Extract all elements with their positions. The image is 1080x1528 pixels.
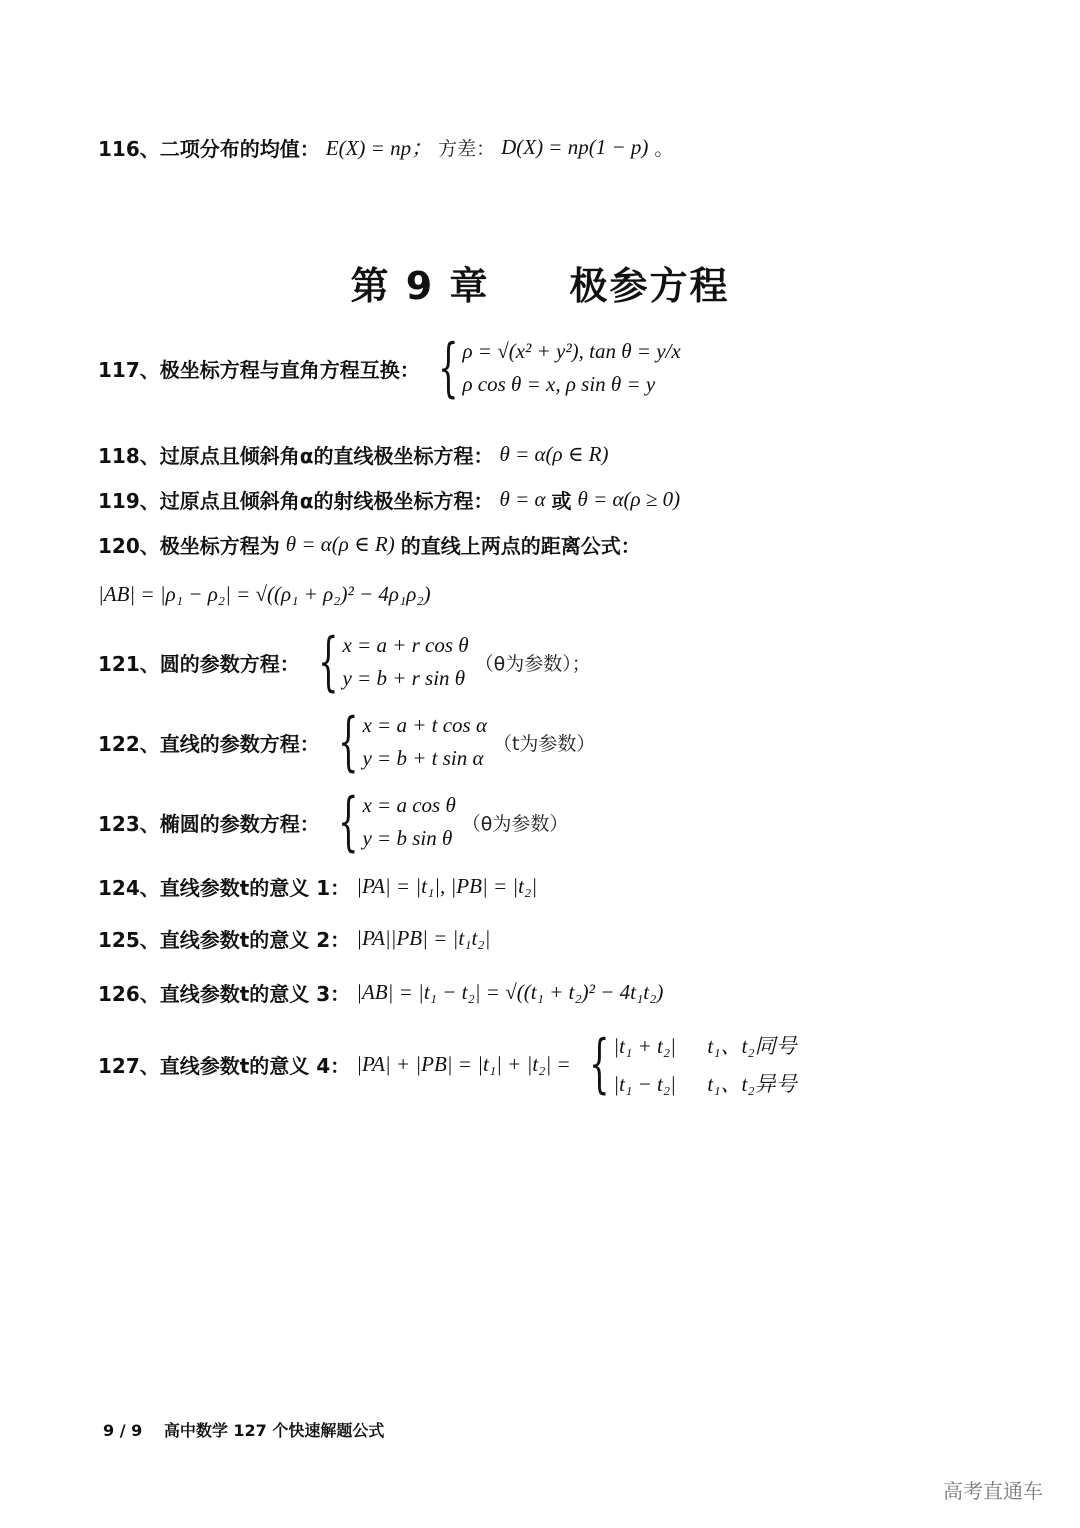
formula-119 [98, 485, 680, 514]
formula-line: y = b + t sin α [362, 746, 484, 770]
formula-120-body [98, 582, 431, 607]
item-label: 120、极坐标方程为 [98, 534, 280, 558]
formula-123: 123、椭圆的参数方程： { x = a cos θ y = b sin θ （θ为参数） [98, 785, 569, 859]
page-number: 9 / 9 [103, 1421, 143, 1440]
formula-122: 122、直线的参数方程： { x = a + t cos α y = b + t sin α （t为参数） [98, 705, 596, 779]
note: （t为参数） [492, 732, 596, 755]
formula-120 [98, 530, 641, 559]
formula-line: ρ cos θ = x, ρ sin θ = y [462, 372, 656, 396]
formula: θ = α(ρ ∈ R) [285, 532, 395, 556]
formula-line: y = b + r sin θ [342, 666, 466, 690]
formula-line: ρ = √(x² + y²), tan θ = y/x [462, 339, 681, 363]
formula-line: |t₁ + t₂| t₁、t₂同号 [613, 1034, 797, 1058]
formula: θ = α(ρ ∈ R) [499, 442, 609, 466]
note: （θ为参数）； [474, 652, 591, 675]
item-label: 121、圆的参数方程： [98, 651, 300, 676]
formula-line: |t₁ − t₂| t₁、t₂异号 [613, 1072, 797, 1096]
item-label: 127、直线参数t的意义 4： [98, 1053, 351, 1078]
formula-line: x = a + t cos α [362, 713, 487, 737]
item-label: 122、直线的参数方程： [98, 731, 320, 756]
formula: |PA| + |PB| = |t₁| + |t₂| = [356, 1051, 571, 1076]
formula-line: x = a cos θ [362, 793, 456, 817]
formula-126 [98, 978, 663, 1007]
page-footer [103, 1418, 400, 1441]
item-label: 119、过原点且倾斜角α的射线极坐标方程： [98, 489, 494, 513]
item-label: 117、极坐标方程与直角方程互换： [98, 357, 420, 382]
note: （θ为参数） [461, 812, 569, 835]
formula-127: 127、直线参数t的意义 4： |PA| + |PB| = |t₁| + |t₂| = { |t₁ + t₂| t₁、t₂同号 |t₁ − t₂| t₁、t₂异号 [98, 1027, 797, 1101]
formula-121: 121、圆的参数方程： { x = a + r cos θ y = b + r sin θ （θ为参数）； [98, 625, 591, 699]
chapter-title: 第 9 章 极参方程 [350, 264, 730, 308]
item-label: 123、椭圆的参数方程： [98, 811, 320, 836]
item-label: 124、直线参数t的意义 1： [98, 876, 351, 900]
item-label: 118、过原点且倾斜角α的直线极坐标方程： [98, 444, 494, 468]
formula: θ = α(ρ ≥ 0) [577, 487, 681, 511]
formula: |AB| = |ρ₁ − ρ₂| = √((ρ₁ + ρ₂)² − 4ρ₁ρ₂) [98, 582, 431, 606]
formula: θ = α [499, 487, 546, 511]
formula-124 [98, 872, 537, 901]
item-label: 125、直线参数t的意义 2： [98, 928, 351, 952]
formula: |PA||PB| = |t₁t₂| [356, 926, 491, 950]
text: 或 [551, 489, 572, 513]
formula-line: x = a + r cos θ [342, 633, 469, 657]
document-title: 高中数学 127 个快速解题公式 [163, 1421, 385, 1440]
formula-line: y = b sin θ [362, 826, 453, 850]
formula-125 [98, 924, 490, 953]
formula-116 [98, 132, 673, 162]
item-label: 的直线上两点的距离公式： [400, 534, 641, 558]
formula: |PA| = |t₁|, |PB| = |t₂| [356, 874, 538, 898]
text: 。 [654, 137, 674, 160]
item-label: 116、二项分布的均值： [98, 136, 320, 161]
text: 方差： [438, 137, 496, 160]
formula-117: 117、极坐标方程与直角方程互换： { ρ = √(x² + y²), tan θ = y/x ρ cos θ = x, ρ sin θ = y [98, 331, 681, 405]
formula: E(X) = np； [325, 136, 433, 160]
formula-118 [98, 440, 608, 469]
formula: D(X) = np(1 − p) [501, 134, 649, 159]
item-label: 126、直线参数t的意义 3： [98, 982, 351, 1006]
formula: |AB| = |t₁ − t₂| = √((t₁ + t₂)² − 4t₁t₂) [356, 980, 664, 1004]
watermark: 高考直通车 [943, 1479, 1043, 1503]
